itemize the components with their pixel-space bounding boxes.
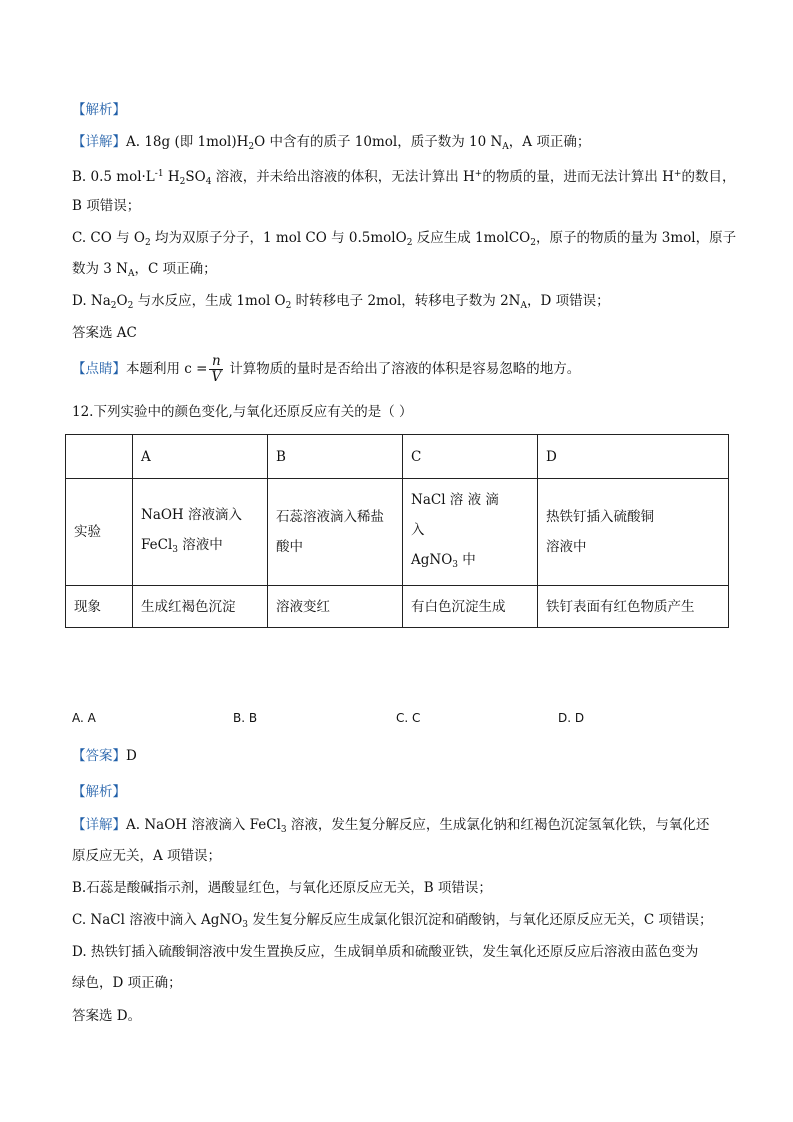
detail-label-12: 【详解】 — [72, 817, 126, 833]
row-label-experiment: 实验 — [66, 479, 133, 586]
option-d[interactable]: D. D — [558, 711, 585, 725]
cell-observation-d: 铁钉表面有红色物质产生 — [538, 586, 729, 628]
option-c[interactable]: C. C — [396, 711, 421, 725]
explanation-b: B. 0.5 $mol\cdot L^{-1}$ $H_2SO_4$ 溶液，并未给出溶液的体积，无法计算出 H+的物质的量，进而无法计算出 H+的数目， — [72, 169, 736, 187]
question-12-stem: 12.下列实验中的颜色变化,与氧化还原反应有关的是（ ） — [72, 404, 413, 420]
key-point-label: 【点睛】 — [72, 361, 126, 377]
table-row-observation — [66, 586, 729, 628]
explanation12-a: 【详解】A. NaOH 溶液滴入 FeCl$_3$ 溶液，发生复分解反应，生成氯化钠和红褐色沉淀氢氧化铁，与氧化还 — [72, 817, 710, 835]
row-label-observation: 现象 — [66, 586, 133, 628]
cell-experiment-a: NaOH 溶液滴入 FeCl$_3$ 溶液中 — [133, 479, 268, 586]
experiment-table — [65, 434, 729, 628]
explanation-a: 【详解】A. 18g (即 $1mol)H_2O$ 中含有的质子 10mol，质子数为 10 $N_A$，A 项正确； — [72, 134, 591, 152]
table-header-cell: A — [133, 435, 268, 479]
cell-experiment-c: NaCl 溶 液 滴 入 AgNO$_3$ 中 — [403, 479, 538, 586]
explanation-b-cont: B 项错误； — [72, 198, 141, 214]
cell-experiment-d: 热铁钉插入硫酸铜 溶液中 — [538, 479, 729, 586]
answer-line-11: 答案选 AC — [72, 325, 137, 341]
explanation12-d: D. 热铁钉插入硫酸铜溶液中发生置换反应，生成铜单质和硫酸亚铁，发生氧化还原反应后溶液由蓝色变为 — [72, 944, 699, 960]
cell-experiment-b: 石蕊溶液滴入稀盐 酸中 — [268, 479, 403, 586]
option-b[interactable]: B. B — [233, 711, 258, 725]
answer-12 — [72, 746, 137, 766]
explanation-c: C. CO 与 $O_2$ 均为双原子分子，1 mol CO 与 0.5molO$_2$ 反应生成 1molCO$_2$，原子的物质的量为 3mol，原子 — [72, 230, 737, 248]
cell-observation-b: 溶液变红 — [268, 586, 403, 628]
cell-observation-c: 有白色沉淀生成 — [403, 586, 538, 628]
table-header-row — [66, 435, 729, 479]
explanation12-c: C. NaCl 溶液中滴入 AgNO$_3$ 发生复分解反应生成氯化银沉淀和硝酸钠，与氧化还原反应无关，C 项错误； — [72, 912, 713, 930]
answer-label: 【答案】 — [72, 748, 126, 764]
analysis-label: 【解析】 — [72, 102, 126, 118]
explanation12-d-cont: 绿色，D 项正确； — [72, 975, 182, 991]
table-header-cell: D — [538, 435, 729, 479]
key-point: 【点睛】本题利用 c = $\frac{n}{V}$ 计算物质的量时是否给出了溶液的体积是容易忽略的地方。 — [72, 353, 581, 385]
table-header-cell: C — [403, 435, 538, 479]
answer-line-12: 答案选 D。 — [72, 1008, 142, 1024]
explanation12-a-cont: 原反应无关，A 项错误； — [72, 848, 222, 864]
explanation-c-cont: 数为 3 $N_A$，C 项正确； — [72, 261, 217, 279]
answer-value: D — [126, 748, 137, 764]
table-row-experiment — [66, 479, 729, 586]
table-header-cell: B — [268, 435, 403, 479]
detail-label: 【详解】 — [72, 134, 126, 150]
analysis-label-12: 【解析】 — [72, 784, 126, 800]
cell-observation-a: 生成红褐色沉淀 — [133, 586, 268, 628]
explanation12-b: B.石蕊是酸碱指示剂，遇酸显红色，与氧化还原反应无关，B 项错误； — [72, 880, 492, 896]
table-header-cell — [66, 435, 133, 479]
n-over-v-fraction: $\frac{n}{V}$ — [211, 353, 222, 385]
explanation-d: D. $Na_2O_2$ 与水反应，生成 1mol $O_2$ 时转移电子 2mol，转移电子数为 $2N_A$，D 项错误； — [72, 293, 610, 311]
option-a[interactable]: A. A — [72, 711, 96, 725]
